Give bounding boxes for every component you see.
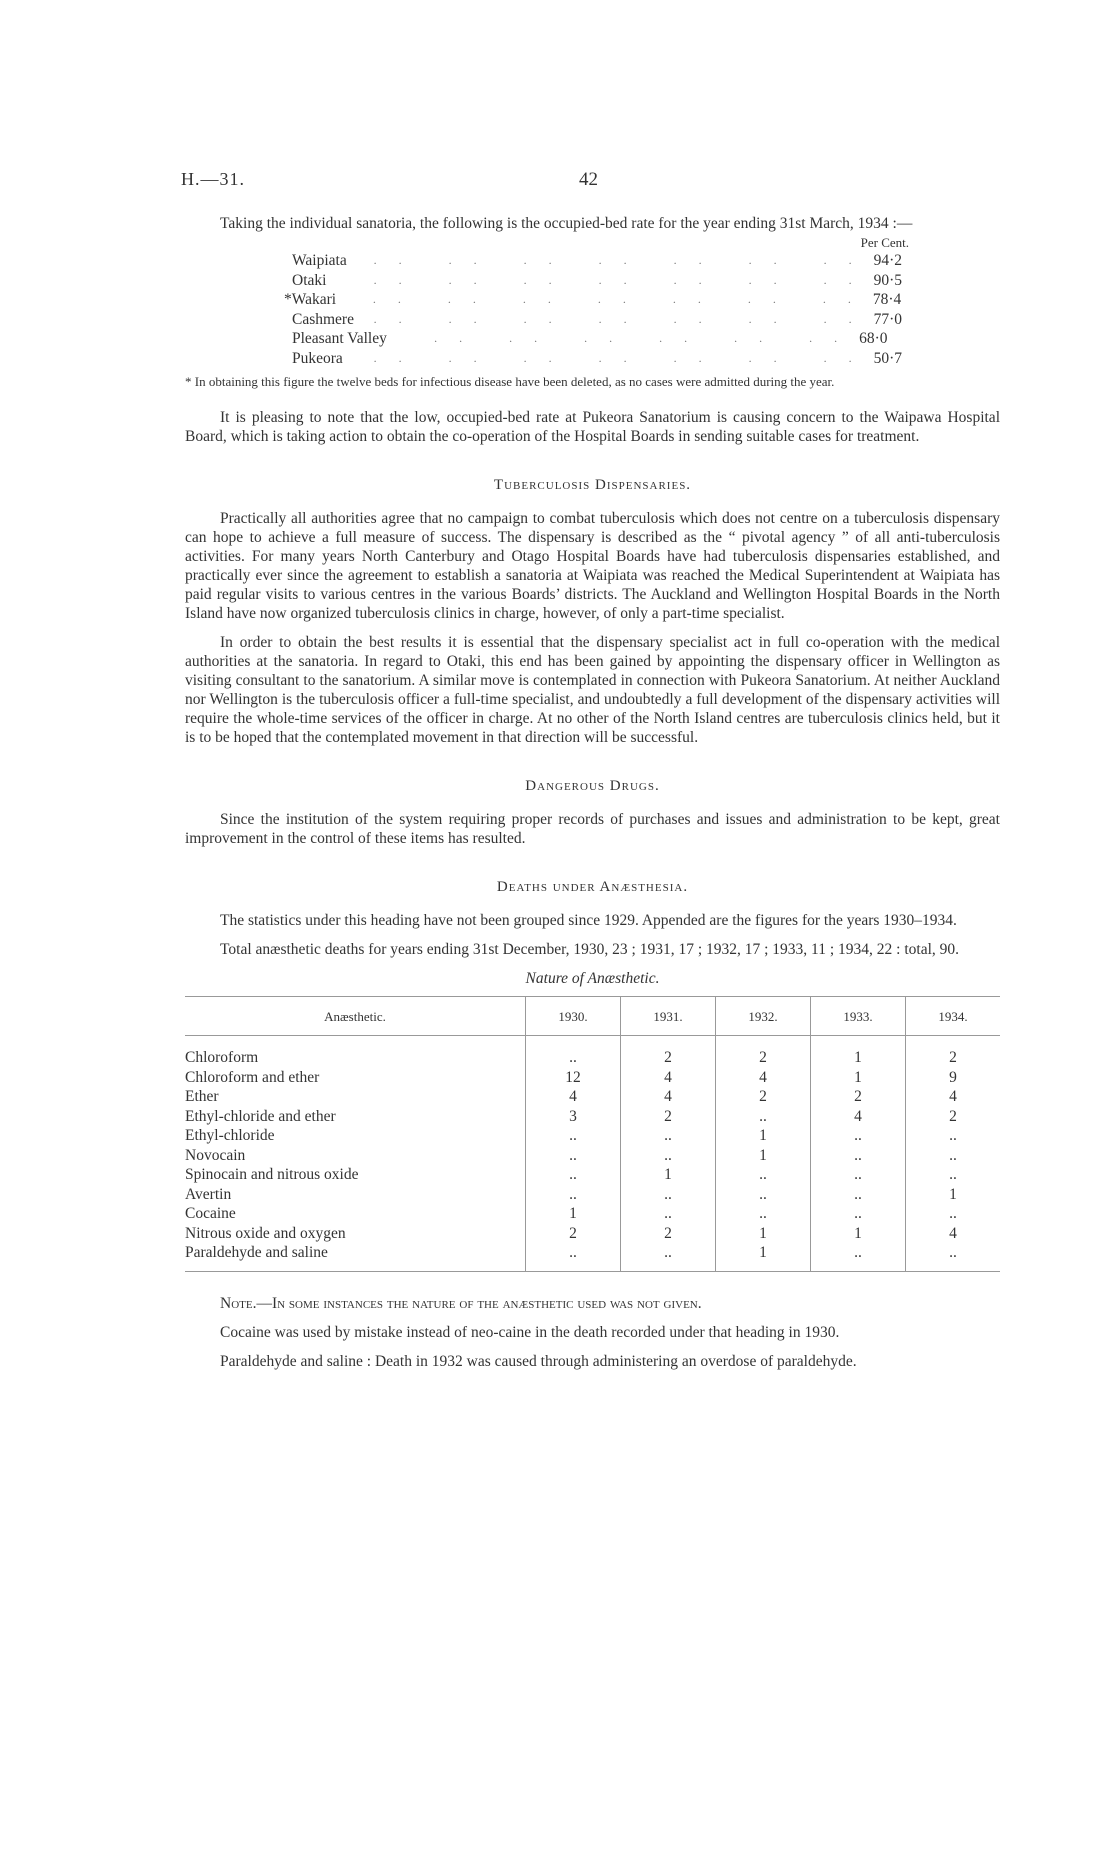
sanatorium-name: Waipiata [292,252,347,269]
column-header: Anæsthetic. [185,997,526,1036]
death-count-cell: .. [621,1243,716,1271]
occupancy-value: 50·7 [873,349,903,367]
death-count-cell: .. [811,1243,906,1271]
death-count-cell: 4 [906,1224,1001,1244]
table-row [185,1185,1000,1205]
death-count-cell: 4 [621,1087,716,1107]
death-count-cell: 9 [906,1068,1001,1088]
death-count-cell: .. [811,1146,906,1166]
page-content [185,214,1000,1371]
tb-heading: Tuberculosis Dispensaries. [493,477,692,493]
anaesthetic-name: Avertin [185,1185,232,1203]
occupancy-row [292,251,909,271]
death-count-cell: 1 [906,1185,1001,1205]
column-header: 1933. [811,997,906,1036]
death-count-cell: .. [716,1107,811,1127]
death-count-cell: .. [716,1204,811,1224]
death-count-cell: .. [906,1243,1001,1271]
table-spacer-row [185,1036,1000,1049]
death-count-cell: 2 [621,1048,716,1068]
death-count-cell: 1 [811,1048,906,1068]
death-count-cell: .. [621,1146,716,1166]
death-count-cell: 2 [906,1048,1001,1068]
cocaine-note: Cocaine was used by mistake instead of neo-caine in the death recorded under that heading in 1930. [220,1323,840,1341]
death-count-cell: 1 [716,1146,811,1166]
death-count-cell: 2 [906,1107,1001,1127]
occupancy-unit-label: Per Cent. [860,235,909,250]
column-header: 1932. [716,997,811,1036]
death-count-cell: .. [906,1204,1001,1224]
occupancy-table [284,235,909,368]
table-row [185,1107,1000,1127]
occupancy-value: 94·2 [873,252,903,269]
death-count-cell: 4 [621,1068,716,1088]
drugs-heading: Dangerous Drugs. [525,778,660,794]
death-count-cell: 12 [526,1068,621,1088]
table-row [185,1087,1000,1107]
deaths-paragraph-2: Total anæsthetic deaths for years ending 31st December, 1930, 23 ; 1931, 17 ; 1932, 17 ; 1933, 11 ; 1934, 22 : total, 90. [220,941,960,958]
pukeora-paragraph: It is pleasing to note that the low, occupied-bed rate at Pukeora Sanatorium is causing concern to the Waipawa Hospital Board, which is taking action to obtain the co-operation of the Hospital Boards in sending suitable cases for treatment. [185,409,1000,445]
occupancy-row [292,271,909,291]
leader-dots: .. .. .. .. .. .. [434,331,860,345]
death-count-cell: 3 [526,1107,621,1127]
death-count-cell: 4 [526,1087,621,1107]
tb-paragraph-1: Practically all authorities agree that no campaign to combat tuberculosis which does not centre on a tuberculosis dispensary can hope to achieve a full measure of success. The dispensary is described as the “ pivotal agency ” of all anti-tuberculosis activities. For many years North Canterbury and Otago Hospital Boards have had tuberculosis dispensaries established, and practically ever since the agreement to establish a sanatoria at Waipiata was reached the Medical Superintendent at Waipiata has paid regular visits to various centres in the various Boards’ districts. The Auckland and Wellington Hospital Boards in the North Island have now organized tuberculosis clinics in charge, however, of only a part-time specialist. [185,510,1000,622]
occupancy-value: 68·0 [859,330,888,347]
death-count-cell: .. [906,1126,1001,1146]
death-count-cell: 2 [526,1224,621,1244]
death-count-cell: .. [526,1243,621,1271]
anaesthetic-name: Novocain [185,1146,246,1164]
anaesthetic-name: Ethyl-chloride and ether [185,1107,336,1125]
note-paragraph [185,1294,1000,1313]
table-row [185,1146,1000,1166]
death-count-cell: 2 [716,1048,811,1068]
death-count-cell: .. [906,1165,1001,1185]
death-count-cell: .. [811,1126,906,1146]
death-count-cell: 1 [526,1204,621,1224]
note-text: Note.—In some instances the nature of the anæsthetic used was not given. [220,1294,702,1312]
death-count-cell: .. [716,1185,811,1205]
leader-dots: .. .. .. .. .. .. .. [372,292,873,306]
death-count-cell: 1 [716,1126,811,1146]
anaesthetic-table [185,996,1000,1272]
death-count-cell: .. [621,1185,716,1205]
table-row [185,1243,1000,1271]
page-header [181,170,1013,194]
table-row [185,1165,1000,1185]
death-count-cell: 2 [621,1107,716,1127]
leader-dots: .. .. .. .. .. .. .. [373,311,874,326]
intro-paragraph: Taking the individual sanatoria, the following is the occupied-bed rate for the year ending 31st March, 1934 :— [220,215,913,232]
death-count-cell: .. [621,1126,716,1146]
death-count-cell: 1 [811,1224,906,1244]
death-count-cell: 4 [716,1068,811,1088]
occupancy-row [284,290,909,310]
occupancy-value: 77·0 [873,310,903,328]
column-header: 1931. [621,997,716,1036]
anaesthetic-name: Ether [185,1088,219,1106]
death-count-cell: 1 [716,1243,811,1271]
anaesthetic-name: Nitrous oxide and oxygen [185,1224,346,1242]
occupancy-footnote: * In obtaining this figure the twelve beds for infectious disease have been deleted, as no cases were admitted during the year. [185,374,835,389]
column-header: 1930. [526,997,621,1036]
anaesthetic-name: Ethyl-chloride [185,1127,275,1145]
leader-dots: .. .. .. .. .. .. .. [373,272,874,287]
occupancy-row [292,329,909,349]
death-count-cell: 2 [811,1087,906,1107]
table-row [185,1048,1000,1068]
death-count-cell: .. [716,1165,811,1185]
death-count-cell: .. [526,1048,621,1068]
death-count-cell: .. [526,1185,621,1205]
anaesthetic-name: Cocaine [185,1205,236,1223]
page-number: 42 [579,169,598,190]
death-count-cell: 2 [621,1224,716,1244]
death-count-cell: 1 [621,1165,716,1185]
sanatorium-name: Pleasant Valley [292,330,387,347]
table-row [185,1068,1000,1088]
occupancy-row [292,310,909,330]
death-count-cell: 1 [716,1224,811,1244]
sanatorium-name: Cashmere [292,310,354,328]
leader-dots: .. .. .. .. .. .. .. [373,253,874,267]
deaths-paragraph-1: The statistics under this heading have not been grouped since 1929. Appended are the figures for the years 1930–1934. [220,912,957,929]
anaesthetic-name: Chloroform and ether [185,1068,320,1086]
death-count-cell: .. [811,1204,906,1224]
death-count-cell: .. [811,1165,906,1185]
table-row [185,1204,1000,1224]
table-row [185,1126,1000,1146]
anaesthetic-name: Chloroform [185,1049,259,1067]
death-count-cell: 4 [906,1087,1001,1107]
sanatorium-name: Otaki [292,271,327,289]
table-row [185,1224,1000,1244]
leader-dots: .. .. .. .. .. .. .. [373,350,874,365]
death-count-cell: 1 [811,1068,906,1088]
death-count-cell: .. [621,1204,716,1224]
column-header: 1934. [906,997,1001,1036]
table-caption: Nature of Anæsthetic. [525,970,660,987]
report-code: H.—31. [181,169,245,189]
table-header-row [185,997,1000,1036]
tb-paragraph-2: In order to obtain the best results it is essential that the dispensary specialist act in full co-operation with the medical authorities at the sanatoria. In regard to Otaki, this end has been gained by appointing the dispensary officer in Wellington as visiting consultant to the sanatorium. A similar move is contemplated in connection with Pukeora Sanatorium. At neither Auckland nor Wellington is the tuberculosis officer a full-time specialist, and undoubtedly a full development of the dispensary activities will require the whole-time services of the officer in charge. At no other of the North Island centres are tuberculosis clinics held, but it is to be hoped that the contemplated movement in that direction will be successful. [185,634,1000,746]
deaths-heading: Deaths under Anæsthesia. [496,879,689,895]
occupancy-value: 78·4 [872,291,902,308]
occupancy-row [292,349,909,369]
death-count-cell: .. [526,1165,621,1185]
paraldehyde-note: Paraldehyde and saline : Death in 1932 was caused through administering an overdose of paraldehyde. [220,1352,857,1370]
occupancy-value: 90·5 [873,271,903,289]
death-count-cell: .. [811,1185,906,1205]
anaesthetic-name: Spinocain and nitrous oxide [185,1166,359,1184]
death-count-cell: .. [526,1146,621,1166]
sanatorium-name: *Wakari [284,291,337,308]
anaesthetic-name: Paraldehyde and saline [185,1243,526,1271]
death-count-cell: .. [526,1126,621,1146]
death-count-cell: 4 [811,1107,906,1127]
death-count-cell: 2 [716,1087,811,1107]
table-body [185,1036,1000,1272]
sanatorium-name: Pukeora [292,349,343,367]
drugs-paragraph: Since the institution of the system requiring proper records of purchases and issues and administration to be kept, great improvement in the control of these items has resulted. [185,811,1000,847]
death-count-cell: .. [906,1146,1001,1166]
